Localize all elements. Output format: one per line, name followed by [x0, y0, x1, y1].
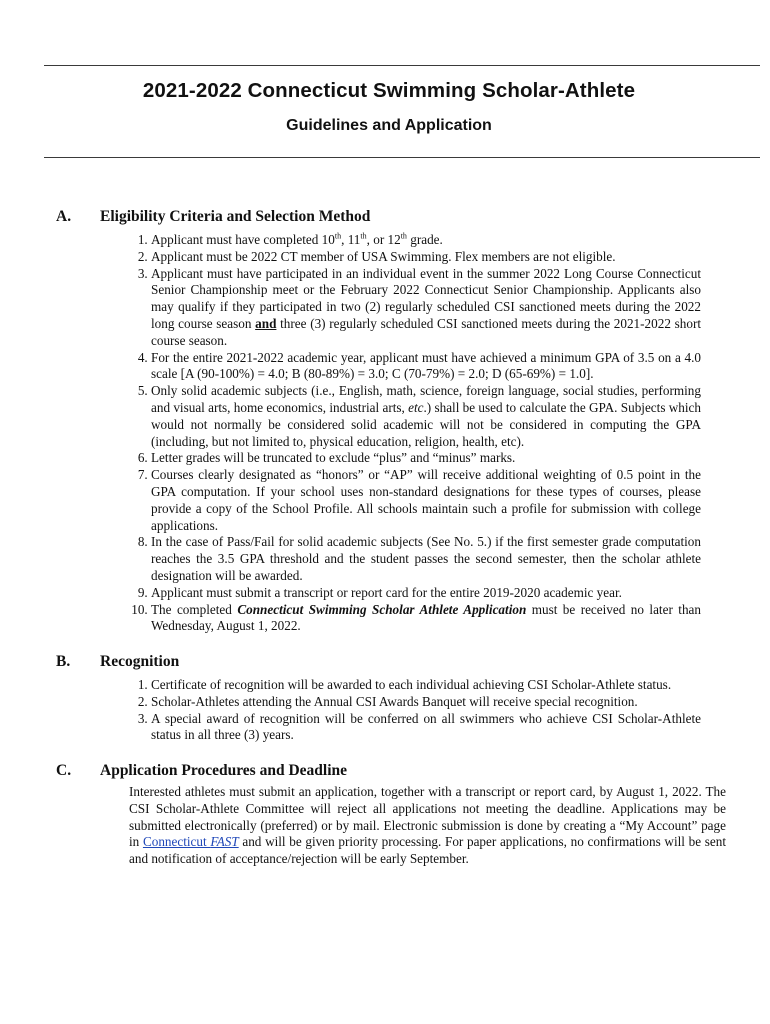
list-item: 7. Courses clearly designated as “honors” or “AP” will receive additional weighting of 0.5 point in the GPA computation. If your school uses non-standard designations for these types of courses, please provide a copy of the School Profile. All schools maintain such a profile for submission with college applications.: [151, 467, 701, 534]
page-title: 2021-2022 Connecticut Swimming Scholar-Athlete: [142, 79, 636, 102]
list-item: 2. Scholar-Athletes attending the Annual CSI Awards Banquet will receive special recognition.: [151, 694, 701, 711]
list-item: 3. Applicant must have participated in an individual event in the summer 2022 Long Course Connecticut Senior Championship meet or the February 2022 Connecticut Senior Championship. Applicants also may qualify if they participated in two (2) regularly scheduled CSI sanctioned meets during the 2022 long course season and three (3) regularly scheduled CSI sanctioned meets during the 2021-2022 short course season.: [151, 266, 701, 350]
header-bottom-rule: [44, 157, 760, 158]
list-item: 3. A special award of recognition will be conferred on all swimmers who achieve CSI Scholar-Athlete status in all three (3) years.: [151, 711, 701, 745]
list-item: 2. Applicant must be 2022 CT member of USA Swimming. Flex members are not eligible.: [151, 249, 701, 266]
section-letter: B.: [56, 653, 71, 670]
list-item: 1. Certificate of recognition will be awarded to each individual achieving CSI Scholar-Athlete status.: [151, 677, 701, 694]
section-heading: Application Procedures and Deadline: [100, 762, 348, 779]
list-item: 5. Only solid academic subjects (i.e., English, math, science, foreign language, social studies, performing and visual arts, home economics, industrial arts, etc.) shall be used to calculate the GPA. Subjects which would not normally be considered solid academic will not be considered in computing the GPA (including, but not limited to, physical education, religion, health, etc).: [151, 383, 701, 450]
list-item: 9. Applicant must submit a transcript or report card for the entire 2019-2020 academic year.: [151, 585, 701, 602]
list-item: 8. In the case of Pass/Fail for solid academic subjects (See No. 5.) if the first semester grade computation reaches the 3.5 GPA threshold and the student passes the second semester, then the scholar athlete designation will be awarded.: [151, 534, 701, 584]
list-item: 4. For the entire 2021-2022 academic year, applicant must have achieved a minimum GPA of 3.5 on a 4.0 scale [A (90-100%) = 4.0; B (80-89%) = 3.0; C (70-79%) = 2.0; D (65-69%) = 1.0].: [151, 350, 701, 384]
recognition-list: [151, 677, 701, 744]
list-item: 6. Letter grades will be truncated to exclude “plus” and “minus” marks.: [151, 450, 701, 467]
section-letter: C.: [56, 762, 72, 779]
section-heading: Eligibility Criteria and Selection Method: [100, 208, 371, 225]
page-subtitle: Guidelines and Application: [286, 117, 492, 134]
list-item: 10. The completed Connecticut Swimming Scholar Athlete Application must be received no later than Wednesday, August 1, 2022.: [151, 602, 701, 636]
top-rule: [44, 65, 760, 66]
eligibility-list: [151, 232, 701, 635]
connecticut-fast-link[interactable]: Connecticut FAST: [142, 834, 239, 850]
section-heading: Recognition: [100, 653, 180, 670]
list-item: 1. Applicant must have completed 10th, 11th, or 12th grade.: [151, 232, 701, 249]
application-paragraph: Interested athletes must submit an application, together with a transcript or report card, by August 1, 2022. The CSI Scholar-Athlete Committee will reject all applications not meeting the deadline. Applications may be submitted electronically (preferred) or by mail. Electronic submission is done by creating a “My Account” page in Connecticut FAST and will be given priority processing. For paper applications, no confirmations will be sent and notification of acceptance/rejection will be early September.: [129, 784, 726, 867]
section-letter: A.: [56, 208, 72, 225]
